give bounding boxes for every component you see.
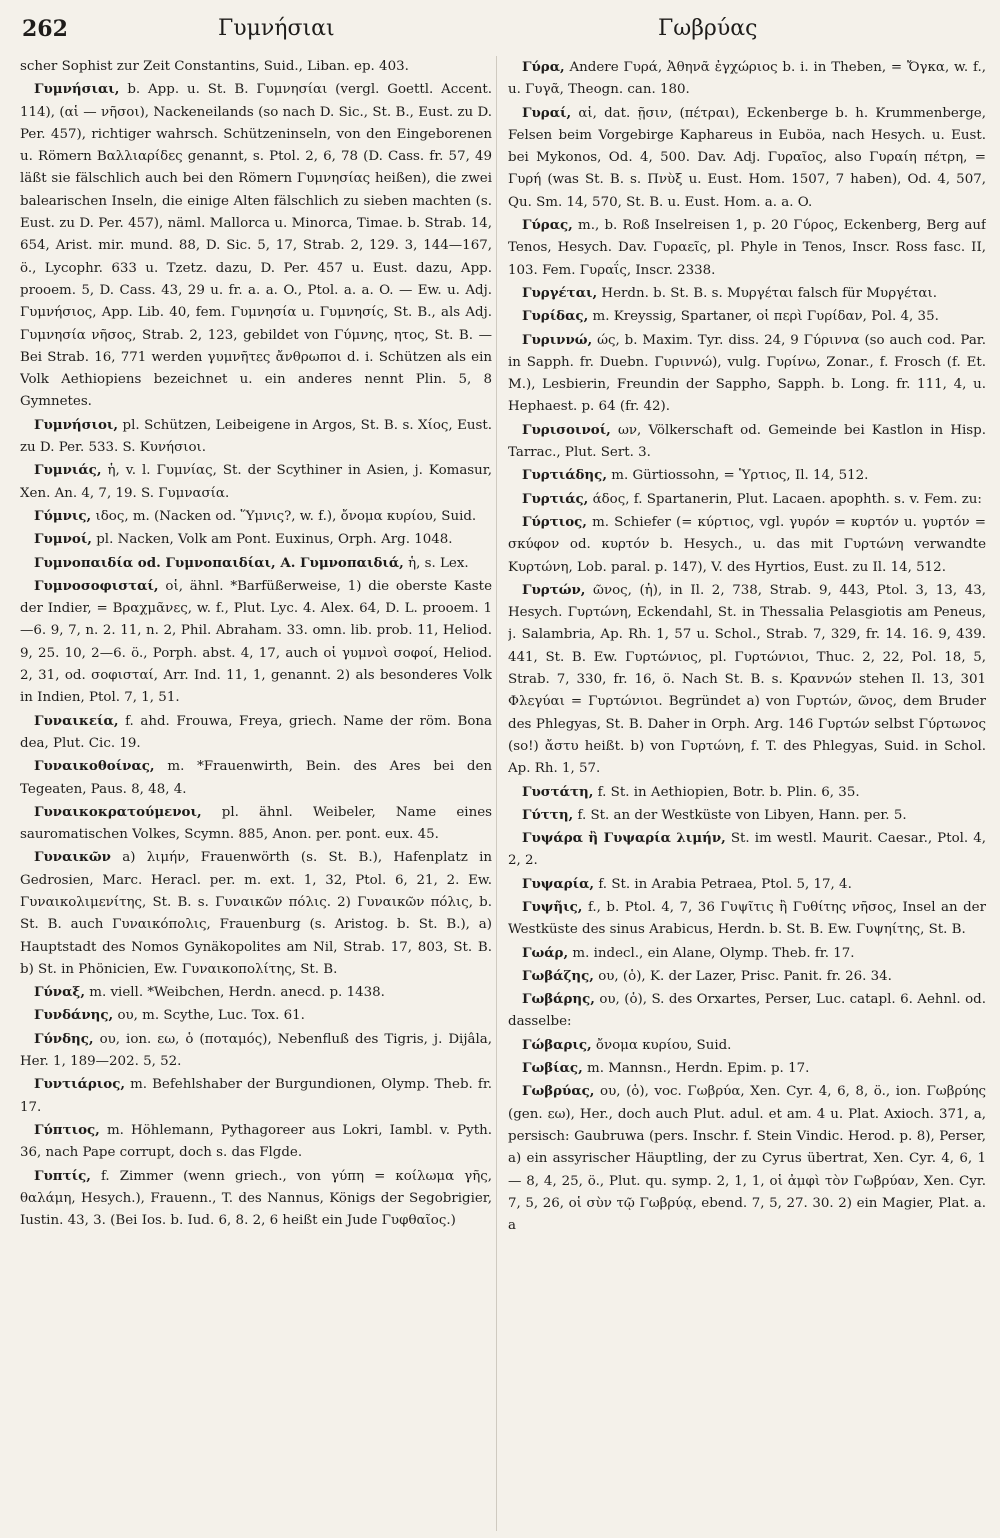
dictionary-entry	[20, 846, 492, 981]
dictionary-entry	[20, 56, 492, 78]
entry-headword: Γυναικεία,	[34, 712, 119, 729]
dictionary-entry	[508, 988, 986, 1034]
dictionary-entry	[20, 575, 492, 710]
entry-text: ῶνος, (ἡ), in Il. 2, 738, Strab. 9, 443, Ptol. 3, 13, 43, Hesych. Γυρτώνη, Eckendahl, St. in Thessalia Pelasgiotis am Peneus, j. Salambria, Ap. Rh. 1, 57 u. Schol., Strab. 7, 329, fr. 14. 16. 9, 439. 441, St. B. Ew. Γυρτώνιος, pl. Γυρτώνιοι, Thuc. 2, 22, Pol. 18, 5, Strab. 7, 330, fr. 16, ö. Nach St. B. s. Κραννών stehen Il. 13, 301 Φλεγύαι = Γυρτώνιοι. Begründet a) von Γυρτών, ῶνος, dem Bruder des Phlegyas, St. B. Daher in Orph. Arg. 146 Γυρτών selbst Γύρτωνος (so!) ἄστυ heißt. b) von Γυρτώνη, f. T. des Phlegyas, Suid. in Schol. Ap. Rh. 1, 57.	[508, 582, 986, 777]
dictionary-entry	[508, 896, 986, 942]
dictionary-entry	[508, 873, 986, 896]
entry-headword: Γύνδης,	[34, 1030, 94, 1047]
entry-text: Herdn. b. St. B. s. Μυργέται falsch für Μυργέται.	[601, 285, 937, 301]
entry-text: m. Mannsn., Herdn. Epim. p. 17.	[587, 1061, 810, 1077]
entry-headword: Γωβίας,	[522, 1060, 583, 1077]
dictionary-entry	[508, 56, 986, 102]
dictionary-entry	[508, 214, 986, 282]
entry-headword: Γυμνοσοφισταί,	[34, 577, 159, 594]
entry-text: pl. ähnl. Weibeler, Name eines sauromatischen Volkes, Scymn. 885, Anon. per. pont. eux. 45.	[20, 804, 492, 843]
entry-headword: Γυνδάνης,	[34, 1007, 114, 1024]
dictionary-entry	[20, 505, 492, 528]
dictionary-entry	[508, 305, 986, 328]
entry-headword: Γυρτιάδης,	[522, 467, 607, 484]
entry-text: St. im westl. Maurit. Caesar., Ptol. 4, 2, 2.	[508, 831, 986, 869]
left-running-headword: Γυμνήσιαι	[218, 16, 335, 41]
entry-headword: Γυψάρα ἢ Γυψαρία λιμήν,	[522, 830, 726, 847]
entry-headword: Γύρας,	[522, 217, 573, 234]
entry-text: ου, (ὁ), S. des Orxartes, Perser, Luc. catapl. 6. Aehnl. od. dasselbe:	[508, 992, 986, 1030]
entry-headword: Γύττη,	[522, 806, 574, 823]
entry-headword: Γυραί,	[522, 104, 572, 121]
entry-text: ὄνομα κυρίου, Suid.	[595, 1037, 732, 1053]
right-running-headword: Γωβρύας	[658, 16, 758, 41]
entry-headword: Γύπτιος,	[34, 1121, 100, 1138]
entry-headword: Γυμνήσιοι,	[34, 416, 119, 433]
page-header	[18, 14, 982, 48]
entry-text: ἡ, s. Lex.	[408, 555, 469, 571]
dictionary-entry	[508, 1034, 986, 1057]
dictionary-entry	[20, 1004, 492, 1027]
entry-text: άδος, f. Spartanerin, Plut. Lacaen. apophth. s. v. Fem. zu:	[592, 491, 982, 507]
entry-text: f. St. an der Westküste von Libyen, Hann. per. 5.	[577, 807, 907, 823]
entry-headword: Γυμνιάς,	[34, 462, 102, 479]
dictionary-entry	[20, 414, 492, 460]
entry-text: pl. Schützen, Leibeigene in Argos, St. B. s. Χίος, Eust. zu D. Per. 533. S. Κυνήσιοι.	[20, 417, 492, 456]
entry-text: m. Schiefer (= κύρτιος, vgl. γυρόν = κυρτόν u. γυρτόν = σκύφον od. κυρτόν b. Hesych., u. das mit Γυρτώνη verwandte Κυρτώνη, Lob. paral. p. 147), V. des Hyrtios, Eust. zu Il. 14, 512.	[508, 514, 986, 575]
entry-headword: Γυναικοθοίνας,	[34, 758, 155, 775]
dictionary-entry	[508, 464, 986, 487]
entry-text: f. Zimmer (wenn griech., von γύπη = κοίλωμα γῆς, θαλάμη, Hesych.), Frauenn., T. des Nannus, Königs der Segobrigier, Iustin. 43, 3. (Bei Ios. b. Iud. 6, 8. 2, 6 heißt ein Jude Γυφθαῖος.)	[20, 1168, 492, 1229]
dictionary-entry	[508, 827, 986, 873]
dictionary-entry	[20, 1073, 492, 1119]
dictionary-entry	[508, 511, 986, 579]
entry-text: f. St. in Arabia Petraea, Ptol. 5, 17, 4.	[598, 876, 852, 892]
entry-headword: Γυπτίς,	[34, 1167, 91, 1184]
column-divider	[496, 56, 497, 1531]
entry-headword: Γύναξ,	[34, 984, 85, 1001]
entry-text: m. Kreyssig, Spartaner, οἱ περὶ Γυρίδαν, Pol. 4, 35.	[592, 309, 939, 325]
dictionary-entry	[508, 329, 986, 419]
dictionary-entry	[508, 488, 986, 511]
entry-headword: Γυναικοκρατούμενοι,	[34, 803, 202, 820]
entry-headword: Γωβάζης,	[522, 967, 594, 984]
dictionary-entry	[508, 781, 986, 804]
dictionary-entry	[20, 981, 492, 1004]
page-number: 262	[22, 16, 68, 42]
entry-headword: Γυρισοινοί,	[522, 421, 611, 438]
entry-text: αἱ, dat. ῇσιν, (πέτραι), Eckenberge b. h. Krummenberge, Felsen beim Vorgebirge Kaphareus in Euböa, nach Hesych. u. Eust. bei Mykonos, Od. 4, 500. Dav. Adj. Γυραῖος, also Γυραίη πέτρη, = Γυρή (was St. B. s. Πνὺξ u. Eust. Hom. 1507, 7 haben), Od. 4, 507, Qu. Sm. 14, 570, St. B. u. Eust. Hom. a. a. O.	[508, 105, 986, 210]
entry-headword: Γυριννώ,	[522, 331, 593, 348]
entry-headword: Γύρτιος,	[522, 513, 587, 530]
entry-headword: Γυμνήσιαι,	[34, 81, 120, 98]
entry-headword: Γύρα,	[522, 59, 565, 75]
dictionary-entry	[20, 528, 492, 551]
entry-text: f. ahd. Frouwa, Freya, griech. Name der röm. Bona dea, Plut. Cic. 19.	[20, 713, 492, 751]
entry-text: ου, m. Scythe, Luc. Tox. 61.	[117, 1008, 305, 1024]
entry-text: ιδος, m. (Nacken od. Ὕμνις?, w. f.), ὄνομα κυρίου, Suid.	[95, 508, 477, 524]
entry-headword: Γύμνις,	[34, 507, 92, 524]
dictionary-entry	[20, 1165, 492, 1233]
entry-headword: Γωβάρης,	[522, 991, 595, 1008]
entry-headword: Γυρίδας,	[522, 308, 589, 325]
entry-headword: Γωβρύας,	[522, 1083, 595, 1100]
entry-text: pl. Nacken, Volk am Pont. Euxinus, Orph. Arg. 1048.	[96, 532, 453, 548]
entry-text: b. App. u. St. B. Γυμνησίαι (vergl. Goettl. Accent. 114), (αἱ — νῆσοι), Nackeneilands (so nach D. Sic., St. B., Eust. zu D. Per. 457), richtiger wahrsch. Schützeninseln, von den Eingeborenen u. Römern Βαλλιαρίδες genannt, s. Ptol. 2, 6, 78 (D. Cass. fr. 57, 49 läßt sie fälschlich auch bei den Römern Γυμνησίας heißen), die zwei balearischen Inseln, die einige Alten fälschlich zu sieben machten (s. Eust. zu D. Per. 457), näml. Mallorca u. Minorca, Timae. b. Strab. 14, 654, Arist. mir. mund. 88, D. Sic. 5, 17, Strab. 2, 129. 3, 144—167, ö., Lycophr. 633 u. Tzetz. dazu, D. Per. 457 u. Eust. dazu, App. prooem. 5, D. Cass. 43, 29 u. fr. a. a. O., Ptol. a. a. O. — Ew. u. Adj. Γυμνήσιος, App. Lib. 40, fem. Γυμνησία u. Γυμνησίς, St. B., als Adj. Γυμνησία νῆσος, Strab. 2, 123, gebildet von Γύμνης, ητος, St. B. — Bei Strab. 16, 771 werden γυμνῆτες ἄνθρωποι d. i. Schützen als ein Volk Aethiopiens bezeichnet u. ein anderes nennt Plin. 5, 8 Gymnetes.	[20, 82, 492, 410]
dictionary-entry	[20, 710, 492, 756]
entry-text: m., b. Roß Inselreisen 1, p. 20 Γύρος, Eckenberg, Berg auf Tenos, Hesych. Dav. Γυραεῖς, pl. Phyle in Tenos, Inscr. Ross fasc. II, 103. Fem. Γυραΐς, Inscr. 2338.	[508, 218, 986, 278]
entry-headword: Γωάρ,	[522, 944, 569, 961]
dictionary-entry	[508, 579, 986, 781]
entry-text: ου, (ὁ), voc. Γωβρύα, Xen. Cyr. 4, 6, 8, ö., ion. Γωβρύης (gen. εω), Her., doch auch Plut. adul. et am. 4 u. Plat. Axioch. 371, a, persisch: Gaubruwa (pers. Inschr. f. Stein Vindic. Herod. p. 8), Perser, a) ein assyrischer Häuptling, der zu Cyrus übertrat, Xen. Cyr. 4, 6, 1 — 8, 4, 25, ö., Plut. qu. symp. 2, 1, 1, οἱ ἀμφὶ τὸν Γωβρύαν, Xen. Cyr. 7, 5, 26, οἱ σὺν τῷ Γωβρύᾳ, ebend. 7, 5, 27. 30. 2) ein Magier, Plat. a. a	[508, 1084, 986, 1234]
dictionary-entry	[20, 801, 492, 847]
entry-text: οἱ, ähnl. *Barfüßerweise, 1) die oberste Kaste der Indier, = Βραχμᾶνες, w. f., Plut. Lyc. 4. Alex. 64, D. L. prooem. 1—6. 9, 7, n. 2. 11, n. 2, Phil. Abraham. 33. omn. lib. prob. 11, Heliod. 9, 25. 10, 2—6. ö., Porph. abst. 4, 17, auch οἱ γυμνοὶ σοφοί, Heliod. 2, 31, od. σοφισταί, Arr. Ind. 11, 1, genannt. 2) als besonderes Volk in Indien, Ptol. 7, 1, 51.	[20, 578, 492, 706]
left-column	[20, 56, 492, 1531]
entry-headword: Γώβαρις,	[522, 1036, 592, 1053]
dictionary-entry	[508, 965, 986, 988]
dictionary-entry	[508, 1057, 986, 1080]
entry-text: m. Höhlemann, Pythagoreer aus Lokri, Iambl. v. Pyth. 36, nach Pape corrupt, doch s. das Flgde.	[20, 1122, 492, 1161]
entry-headword: Γυψῆις,	[522, 898, 583, 915]
dictionary-entry	[20, 755, 492, 801]
entry-text: f., b. Ptol. 4, 7, 36 Γυψῖτις ἢ Γυθίτης νῆσος, Insel an der Westküste des sinus Arabicus, Herdn. b. St. B. Ew. Γυψηίτης, St. B.	[508, 899, 986, 938]
dictionary-entry	[20, 78, 492, 413]
dictionary-entry	[508, 419, 986, 465]
dictionary-entry	[508, 1080, 986, 1237]
dictionary-entry	[508, 942, 986, 965]
entry-text: f. St. in Aethiopien, Botr. b. Plin. 6, 35.	[597, 784, 860, 800]
entry-headword: Γυρτών,	[522, 581, 586, 598]
right-column	[508, 56, 986, 1531]
entry-headword: Γυμνοπαιδία od. Γυμνοπαιδίαι, Α. Γυμνοπαιδιά,	[34, 554, 404, 571]
entry-text: a) λιμήν, Frauenwörth (s. St. B.), Hafenplatz in Gedrosien, Marc. Heracl. per. m. ext. 1, 32, Ptol. 6, 21, 2. Ew. Γυναικολιμενίτης, St. B. s. Γυναικῶν πόλις. 2) Γυναικῶν πόλις, b. St. B. auch Γυναικόπολις, Frauenburg (s. Aristog. b. St. B.), a) Hauptstadt des Nomos Gynäkopolites am Nil, Strab. 17, 803, St. B. b) St. in Phönicien, Ew. Γυναικοπολίτης, St. B.	[20, 850, 492, 977]
entry-headword: Γυμνοί,	[34, 531, 92, 548]
dictionary-entry	[20, 1028, 492, 1074]
dictionary-entry	[508, 102, 986, 214]
entry-text: ἡ, v. l. Γυμνίας, St. der Scythiner in Asien, j. Komasur, Xen. An. 4, 7, 19. S. Γυμνασία.	[20, 463, 492, 501]
entry-headword: Γυργέται,	[522, 284, 598, 301]
dictionary-entry	[20, 552, 492, 575]
dictionary-entry	[20, 459, 492, 505]
entry-text: m. Befehlshaber der Burgundionen, Olymp. Theb. fr. 17.	[20, 1077, 492, 1115]
entry-headword: Γυρτιάς,	[522, 490, 589, 507]
dictionary-entry	[20, 1119, 492, 1165]
entry-headword: Γυψαρία,	[522, 875, 595, 892]
entry-text: m. viell. *Weibchen, Herdn. anecd. p. 1438.	[89, 985, 385, 1001]
entry-text: scher Sophist zur Zeit Constantins, Suid., Liban. ep. 403.	[20, 59, 409, 74]
entry-headword: Γυστάτη,	[522, 783, 594, 800]
entry-text: Andere Γυρά, Ἀθηνᾶ ἐγχώριος b. i. in Theben, = Ὄγκα, w. f., u. Γυγᾶ, Theogn. can. 180.	[508, 60, 986, 98]
entry-text: m. indecl., ein Alane, Olymp. Theb. fr. 17.	[572, 945, 855, 961]
dictionary-entry	[508, 282, 986, 305]
entry-text: ώς, b. Maxim. Tyr. diss. 24, 9 Γύριννα (so auch cod. Par. in Sapph. fr. Duebn. Γυριννώ), vulg. Γυρίνω, Zonar., f. Frosch (f. Et. M.), Lesbierin, Freundin der Sappho, Sapph. b. Long. fr. 111, 4, u. Hephaest. p. 64 (fr. 42).	[508, 332, 986, 415]
dictionary-entry	[508, 804, 986, 827]
entry-text: m. Gürtiossohn, = Ὑρτιος, Il. 14, 512.	[611, 468, 869, 484]
entry-headword: Γυναικῶν	[34, 849, 111, 866]
entry-text: ων, Völkerschaft od. Gemeinde bei Kastlon in Hisp. Tarrac., Plut. Sert. 3.	[508, 422, 986, 461]
entry-headword: Γυντιάριος,	[34, 1076, 126, 1093]
entry-text: ου, (ὁ), K. der Lazer, Prisc. Panit. fr. 26. 34.	[598, 968, 892, 984]
entry-text: ου, ion. εω, ὁ (ποταμός), Nebenfluß des Tigris, j. Dijâla, Her. 1, 189—202. 5, 52.	[20, 1031, 492, 1070]
entry-text: m. *Frauenwirth, Bein. des Ares bei den Tegeaten, Paus. 8, 48, 4.	[20, 759, 492, 797]
